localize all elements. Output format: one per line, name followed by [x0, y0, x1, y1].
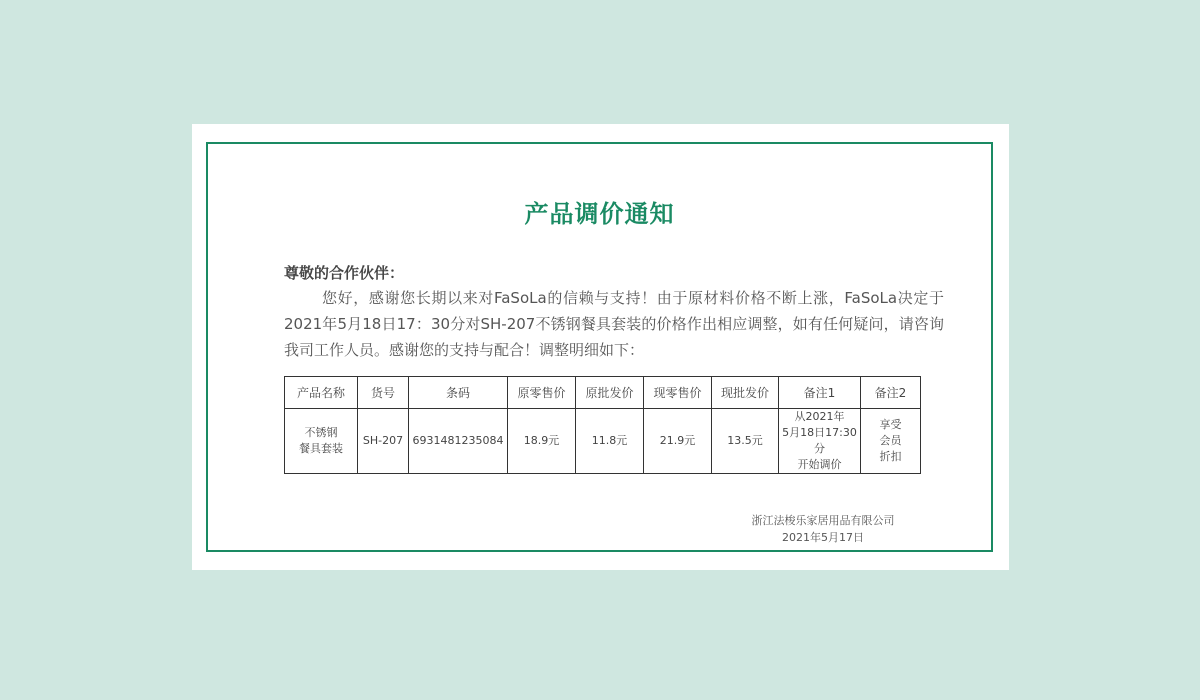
notice-card: [192, 124, 1009, 570]
note1-line: 从2021年: [794, 410, 845, 423]
notice-frame: [206, 142, 993, 552]
cell-old-wholesale: 11.8元: [576, 409, 644, 474]
salutation: 尊敬的合作伙伴：: [284, 264, 405, 282]
company-name: 浙江法梭乐家居用品有限公司: [751, 514, 895, 527]
note2-line: 会员: [879, 434, 902, 447]
header-sku: 货号: [358, 377, 409, 409]
header-new-wholesale: 现批发价: [712, 377, 779, 409]
product-name-line: 不锈钢: [304, 426, 338, 439]
product-name-line: 餐具套装: [299, 442, 343, 455]
notice-date: 2021年5月17日: [782, 531, 864, 544]
table-row: [285, 409, 921, 474]
notice-body: 您好，感谢您长期以来对FaSoLa的信赖与支持！由于原材料价格不断上涨，FaSoLa决定于2021年5月18日17：30分对SH-207不锈钢餐具套装的价格作出相应调整，如有任何疑问，请咨询我司工作人员。感谢您的支持与配合！调整明细如下：: [284, 289, 944, 359]
cell-note2: [861, 409, 921, 474]
cell-old-retail: 18.9元: [508, 409, 576, 474]
header-old-retail: 原零售价: [508, 377, 576, 409]
notice-title: 产品调价通知: [524, 200, 675, 228]
header-barcode: 条码: [409, 377, 508, 409]
note1-line: 开始调价: [797, 458, 842, 471]
header-note1: 备注1: [779, 377, 861, 409]
cell-note1: [779, 409, 861, 474]
note2-line: 折扣: [879, 450, 902, 463]
header-new-retail: 现零售价: [644, 377, 712, 409]
table-header-row: [285, 377, 921, 409]
cell-sku: SH-207: [358, 409, 409, 474]
header-old-wholesale: 原批发价: [576, 377, 644, 409]
cell-product-name: [285, 409, 358, 474]
cell-barcode: 6931481235084: [409, 409, 508, 474]
notice-footer: [708, 512, 938, 546]
price-adjustment-table: [284, 376, 921, 474]
note2-line: 享受: [879, 418, 902, 431]
header-product-name: 产品名称: [285, 377, 358, 409]
cell-new-retail: 21.9元: [644, 409, 712, 474]
price-table-wrap: [284, 376, 921, 474]
note1-line: 5月18日17:30分: [782, 426, 857, 455]
cell-new-wholesale: 13.5元: [712, 409, 779, 474]
header-note2: 备注2: [861, 377, 921, 409]
